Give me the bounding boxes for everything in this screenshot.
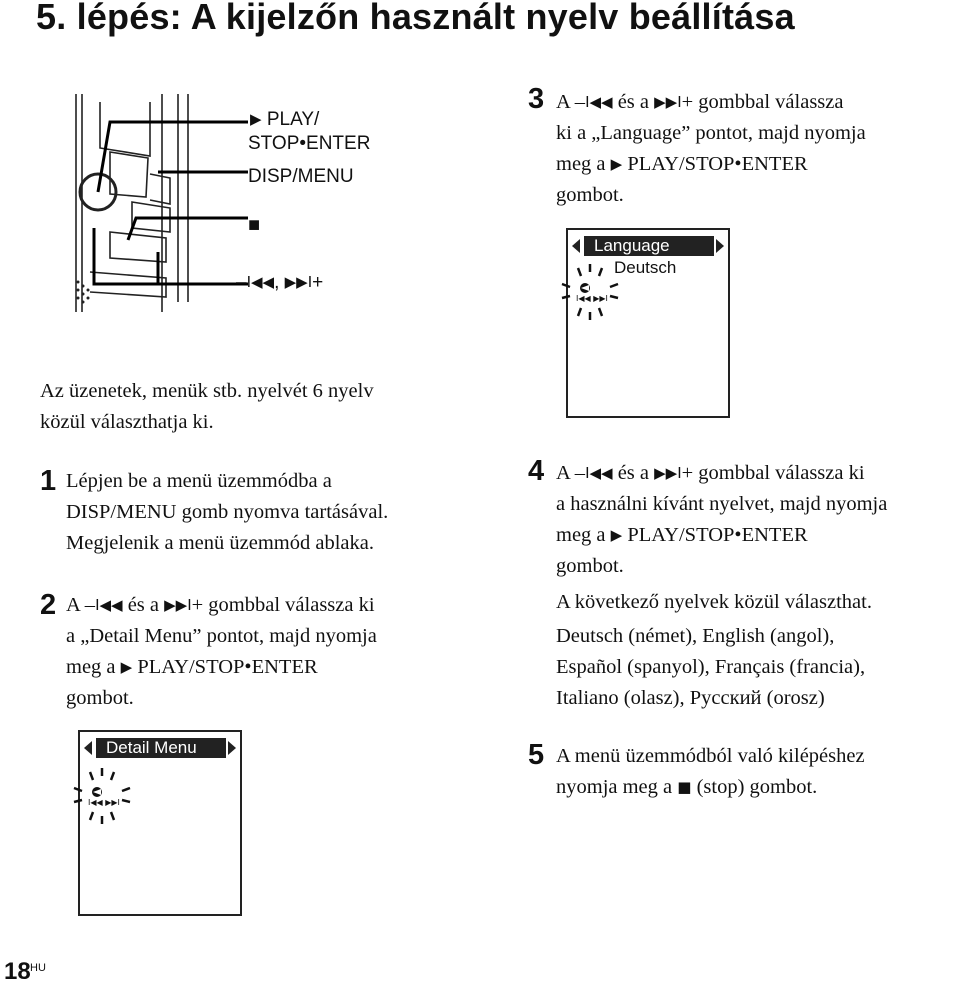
step-4-line-2: a használni kívánt nyelvet, majd nyomja <box>556 493 888 515</box>
play-icon: ▶ <box>610 526 623 544</box>
step-4-line-5: A következő nyelvek közül választhat. <box>556 591 872 613</box>
step-4-number: 4 <box>528 455 545 487</box>
right-arrow-icon <box>716 239 724 253</box>
blinking-jog-icon <box>64 762 144 832</box>
intro-line-2: közül választhatja ki. <box>40 411 214 433</box>
display-header: Language <box>584 236 714 256</box>
step-3-line-2: ki a „Language” pontot, majd nyomja <box>556 122 866 144</box>
step-2-line-3: meg a ▶ PLAY/STOP•ENTER <box>66 656 318 678</box>
page-language-code: HU <box>30 962 46 974</box>
step-4-line-4: gombot. <box>556 555 624 577</box>
step-1-line-3: Megjelenik a menü üzemmód ablaka. <box>66 532 374 554</box>
step-5-number: 5 <box>528 739 545 771</box>
stop-icon: ■ <box>677 778 692 796</box>
svg-text:I◀◀ ▶▶I: I◀◀ ▶▶I <box>88 798 120 807</box>
next-icon: ▶▶I <box>284 273 313 291</box>
prev-icon: I◀◀ <box>95 596 123 614</box>
step-3-line-3: meg a ▶ PLAY/STOP•ENTER <box>556 153 808 175</box>
step-2-number: 2 <box>40 589 57 621</box>
step-4-line-7: Español (spanyol), Français (francia), <box>556 656 866 678</box>
display-language <box>566 228 730 418</box>
left-arrow-icon <box>84 741 92 755</box>
play-icon: ▶ <box>250 110 262 128</box>
stop-icon: ■ <box>248 214 261 236</box>
prev-next-label: –I◀◀, ▶▶I+ <box>236 272 324 293</box>
play-icon: ▶ <box>610 155 623 173</box>
blinking-jog-icon <box>552 254 632 328</box>
page-number: 18 <box>4 958 31 985</box>
play-label: ▶ PLAY/ <box>250 109 320 130</box>
svg-text:I◀◀ ▶▶I: I◀◀ ▶▶I <box>576 294 608 303</box>
display-header: Detail Menu <box>96 738 226 758</box>
prev-icon: I◀◀ <box>585 464 613 482</box>
prev-icon: I◀◀ <box>246 273 275 291</box>
recorder-illustration <box>70 92 250 314</box>
left-arrow-icon <box>572 239 580 253</box>
next-icon: ▶▶I <box>654 464 682 482</box>
next-icon: ▶▶I <box>164 596 192 614</box>
prev-icon: I◀◀ <box>585 93 613 111</box>
right-arrow-icon <box>228 741 236 755</box>
step-1-line-1: Lépjen be a menü üzemmódba a <box>66 470 332 492</box>
step-3-line-1: A –I◀◀ és a ▶▶I+ gombbal válassza <box>556 91 844 113</box>
stop-enter-label: STOP•ENTER <box>248 133 371 154</box>
step-4-line-1: A –I◀◀ és a ▶▶I+ gombbal válassza ki <box>556 462 865 484</box>
step-2-line-1: A –I◀◀ és a ▶▶I+ gombbal válassza ki <box>66 594 375 616</box>
disp-menu-label: DISP/MENU <box>248 166 354 187</box>
step-4-line-3: meg a ▶ PLAY/STOP•ENTER <box>556 524 808 546</box>
play-icon: ▶ <box>120 658 133 676</box>
step-2-line-4: gombot. <box>66 687 134 709</box>
step-1-line-2: DISP/MENU gomb nyomva tartásával. <box>66 501 389 523</box>
intro-line-1: Az üzenetek, menük stb. nyelvét 6 nyelv <box>40 380 374 402</box>
page-title: 5. lépés: A kijelzőn használt nyelv beállítása <box>36 0 795 37</box>
step-4-line-8: Italiano (olasz), Русский (orosz) <box>556 687 825 709</box>
step-5-line-1: A menü üzemmódból való kilépéshez <box>556 745 865 767</box>
display-value: Deutsch <box>614 258 677 277</box>
step-3-line-4: gombot. <box>556 184 624 206</box>
step-1-number: 1 <box>40 465 57 497</box>
step-3-number: 3 <box>528 83 545 115</box>
step-4-line-6: Deutsch (német), English (angol), <box>556 625 835 647</box>
step-5-line-2: nyomja meg a ■ (stop) gombot. <box>556 776 818 798</box>
next-icon: ▶▶I <box>654 93 682 111</box>
step-2-line-2: a „Detail Menu” pontot, majd nyomja <box>66 625 377 647</box>
display-detail-menu <box>78 730 242 916</box>
